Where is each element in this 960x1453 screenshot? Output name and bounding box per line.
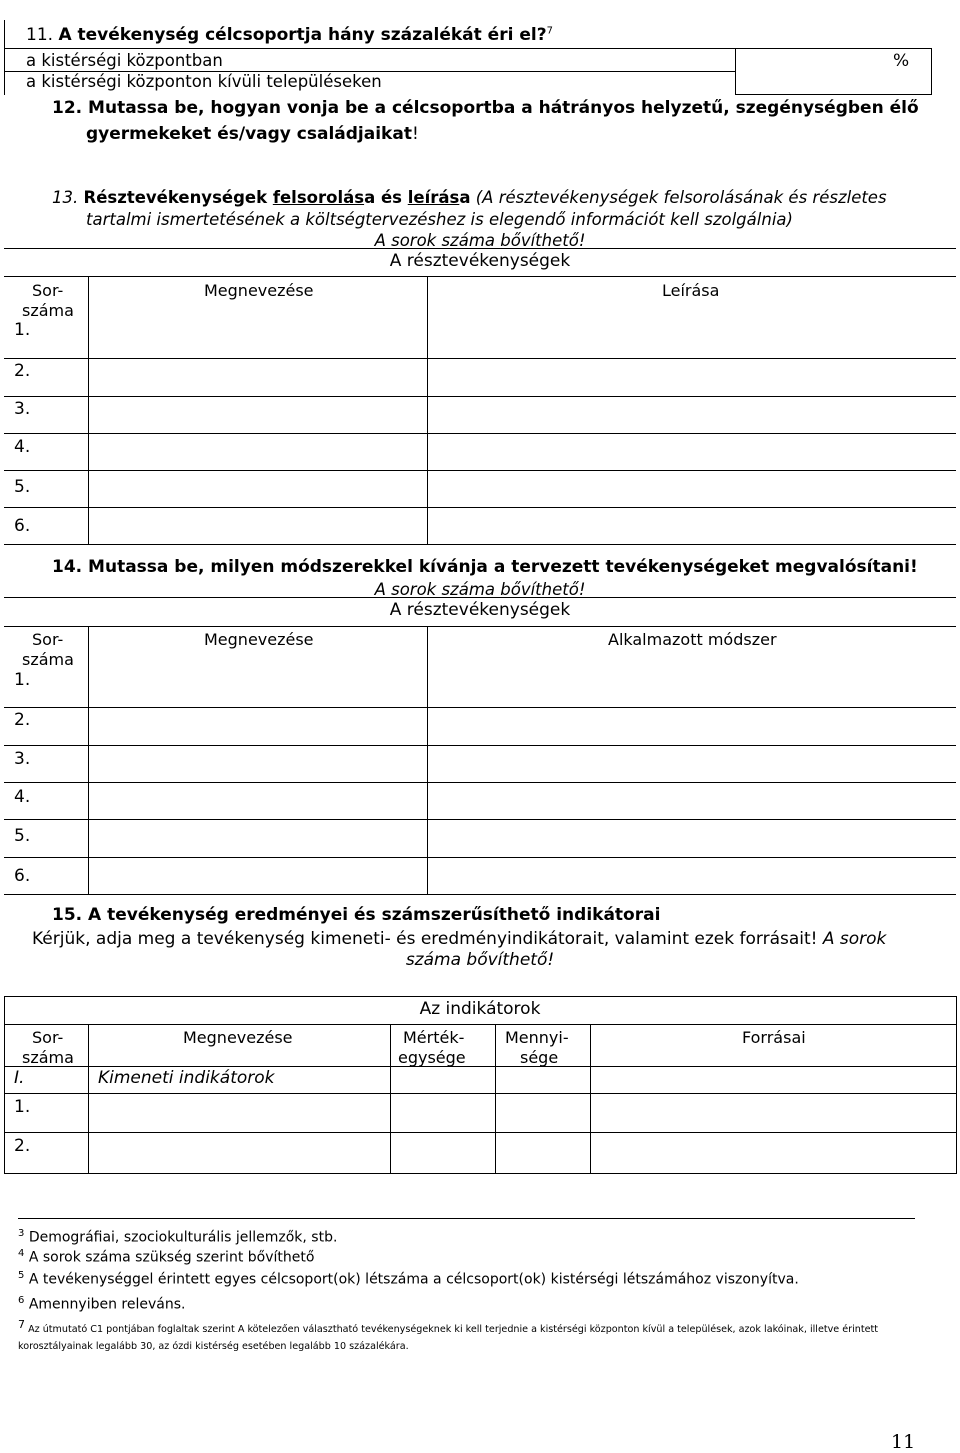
q14-group-header: A résztevékenységek (389, 600, 571, 620)
q14-expandable-note: A sorok száma bővíthető! (374, 580, 586, 599)
q14-col-divider-2 (427, 626, 428, 894)
q15-row-number: 1. (14, 1097, 31, 1117)
q15-expandable-note: száma bővíthető! (405, 950, 555, 970)
q13-col-divider-1 (88, 276, 89, 544)
q13-row-line (4, 396, 956, 397)
q15-col-divider-4 (590, 1024, 591, 1174)
footnote-ref-7: 7 (546, 25, 553, 37)
q11-percent-unit: % (893, 51, 910, 71)
q15-col-num-2: száma (22, 1048, 74, 1067)
q13-row-line (4, 470, 956, 471)
q13-col-num-2: száma (22, 301, 74, 320)
q13-row-line (4, 358, 956, 359)
q15-col-unit-2: egysége (398, 1048, 466, 1067)
q14-row-line (4, 745, 956, 746)
q13-row-number: 6. (14, 516, 31, 536)
q13-col-desc: Leírása (662, 281, 720, 300)
q11-row-line-1 (4, 48, 932, 49)
q14-header-line (4, 626, 956, 627)
q14-col-method: Alkalmazott módszer (608, 630, 777, 649)
q15-col-qty-1: Mennyi- (505, 1028, 569, 1047)
q14-row-line (4, 819, 956, 820)
footnote-3: $^3$ Demográfiai, szociokulturális jellemzők, stb. (18, 1228, 338, 1246)
q13-row-line (4, 433, 956, 434)
q13-expandable-note: A sorok száma bővíthető! (374, 231, 586, 250)
q15-group-header: Az indikátorok (419, 999, 541, 1019)
q15-col-divider-3 (495, 1024, 496, 1174)
footnote-5: $^5$ A tevékenységgel érintett egyes célcsoport(ok) létszáma a célcsoport(ok) kistérségi létszámához viszonyítva. (18, 1270, 799, 1288)
q13-header-line (4, 276, 956, 277)
q15-frame-right (956, 996, 957, 1174)
q15-heading: 15. A tevékenység eredményei és számszerűsíthető indikátorai (52, 905, 661, 925)
q13-row-number: 1. (14, 320, 31, 340)
q15-col-num-1: Sor- (32, 1028, 64, 1047)
q13-col-num-1: Sor- (32, 281, 64, 300)
q14-heading: 14. Mutassa be, milyen módszerekkel kívánja a tervezett tevékenységeket megvalósítani! (52, 557, 918, 577)
footnote-7-cont: korosztályainak legalább 30, az ózdi kistérség esetében legalább 10 százalékára. (18, 1341, 409, 1352)
q11-row-center: a kistérségi központban (26, 51, 223, 70)
q15-col-qty-2: sége (520, 1048, 559, 1067)
q13-row-number: 5. (14, 477, 31, 497)
q13-group-header: A résztevékenységek (389, 251, 571, 271)
q15-table-top (4, 996, 956, 997)
q15-row-line (4, 1066, 956, 1067)
q15-instruction: Kérjük, adja meg a tevékenység kimeneti- és eredményindikátorait, valamint ezek forrásait! A sorok (32, 929, 887, 949)
q13-table-top (4, 248, 956, 249)
q14-row-line (4, 857, 956, 858)
q13-row-number: 2. (14, 361, 31, 381)
q14-col-num-1: Sor- (32, 630, 64, 649)
q14-row-number: 4. (14, 787, 31, 807)
q14-row-number: 3. (14, 749, 31, 769)
footnote-6: $^6$ Amennyiben releváns. (18, 1295, 186, 1313)
q14-col-name: Megnevezése (204, 630, 314, 649)
q15-section-label: Kimeneti indikátorok (98, 1068, 275, 1088)
q13-heading: 13. Résztevékenységek felsorolása és leírása (A résztevékenységek felsorolásának és részletes (52, 188, 887, 207)
q14-row-line (4, 707, 956, 708)
q13-note: tartalmi ismertetésének a költségtervezéshez is elegendő információt kell szolgálnia) (86, 210, 793, 229)
q15-col-divider-2 (390, 1024, 391, 1174)
q11-frame-left (4, 20, 5, 95)
q13-row-number: 4. (14, 437, 31, 457)
q14-table-top (4, 597, 956, 598)
q11-row-line-2 (4, 71, 735, 72)
q13-col-divider-2 (427, 276, 428, 544)
q14-row-line (4, 782, 956, 783)
q14-row-number: 1. (14, 670, 31, 690)
q14-col-divider-1 (88, 626, 89, 894)
q12-heading-line2: gyermekeket és/vagy családjaikat! (86, 124, 419, 144)
q14-table-bottom (4, 894, 956, 895)
q14-col-num-2: száma (22, 650, 74, 669)
q15-frame-left (4, 996, 5, 1174)
q14-row-number: 5. (14, 826, 31, 846)
q15-row-number: 2. (14, 1136, 31, 1156)
q14-row-number: 2. (14, 710, 31, 730)
q13-row-line (4, 507, 956, 508)
q11-heading: 11. A tevékenység célcsoportja hány százalékát éri el?$^7$ (26, 25, 553, 45)
q11-row-outside: a kistérségi központon kívüli településeken (26, 72, 382, 91)
q15-header-line (4, 1024, 956, 1025)
footnote-separator (18, 1218, 915, 1219)
q15-row-line (4, 1093, 956, 1094)
q15-col-name: Megnevezése (183, 1028, 293, 1047)
q15-section-number: I. (14, 1068, 25, 1088)
page-number: 11 (891, 1431, 916, 1453)
q15-col-divider-1 (88, 1024, 89, 1174)
q13-row-number: 3. (14, 399, 31, 419)
q14-row-number: 6. (14, 866, 31, 886)
footnote-7: $^7$ Az útmutató C1 pontjában foglaltak szerint A kötelezően választható tevékenységeknek ki kell terjednie a kistérségi központon kívül a települések, azok lakóinak, illetve érintett (18, 1318, 879, 1336)
q13-table-bottom (4, 544, 956, 545)
q13-col-name: Megnevezése (204, 281, 314, 300)
q12-heading: 12. Mutassa be, hogyan vonja be a célcsoportba a hátrányos helyzetű, szegénységben élő (52, 98, 919, 118)
q15-col-unit-1: Mérték- (403, 1028, 465, 1047)
footnote-4: $^4$ A sorok száma szükség szerint bővíthető (18, 1248, 315, 1266)
q15-col-source: Forrásai (742, 1028, 806, 1047)
q15-table-bottom (4, 1173, 956, 1174)
q15-row-line (4, 1132, 956, 1133)
